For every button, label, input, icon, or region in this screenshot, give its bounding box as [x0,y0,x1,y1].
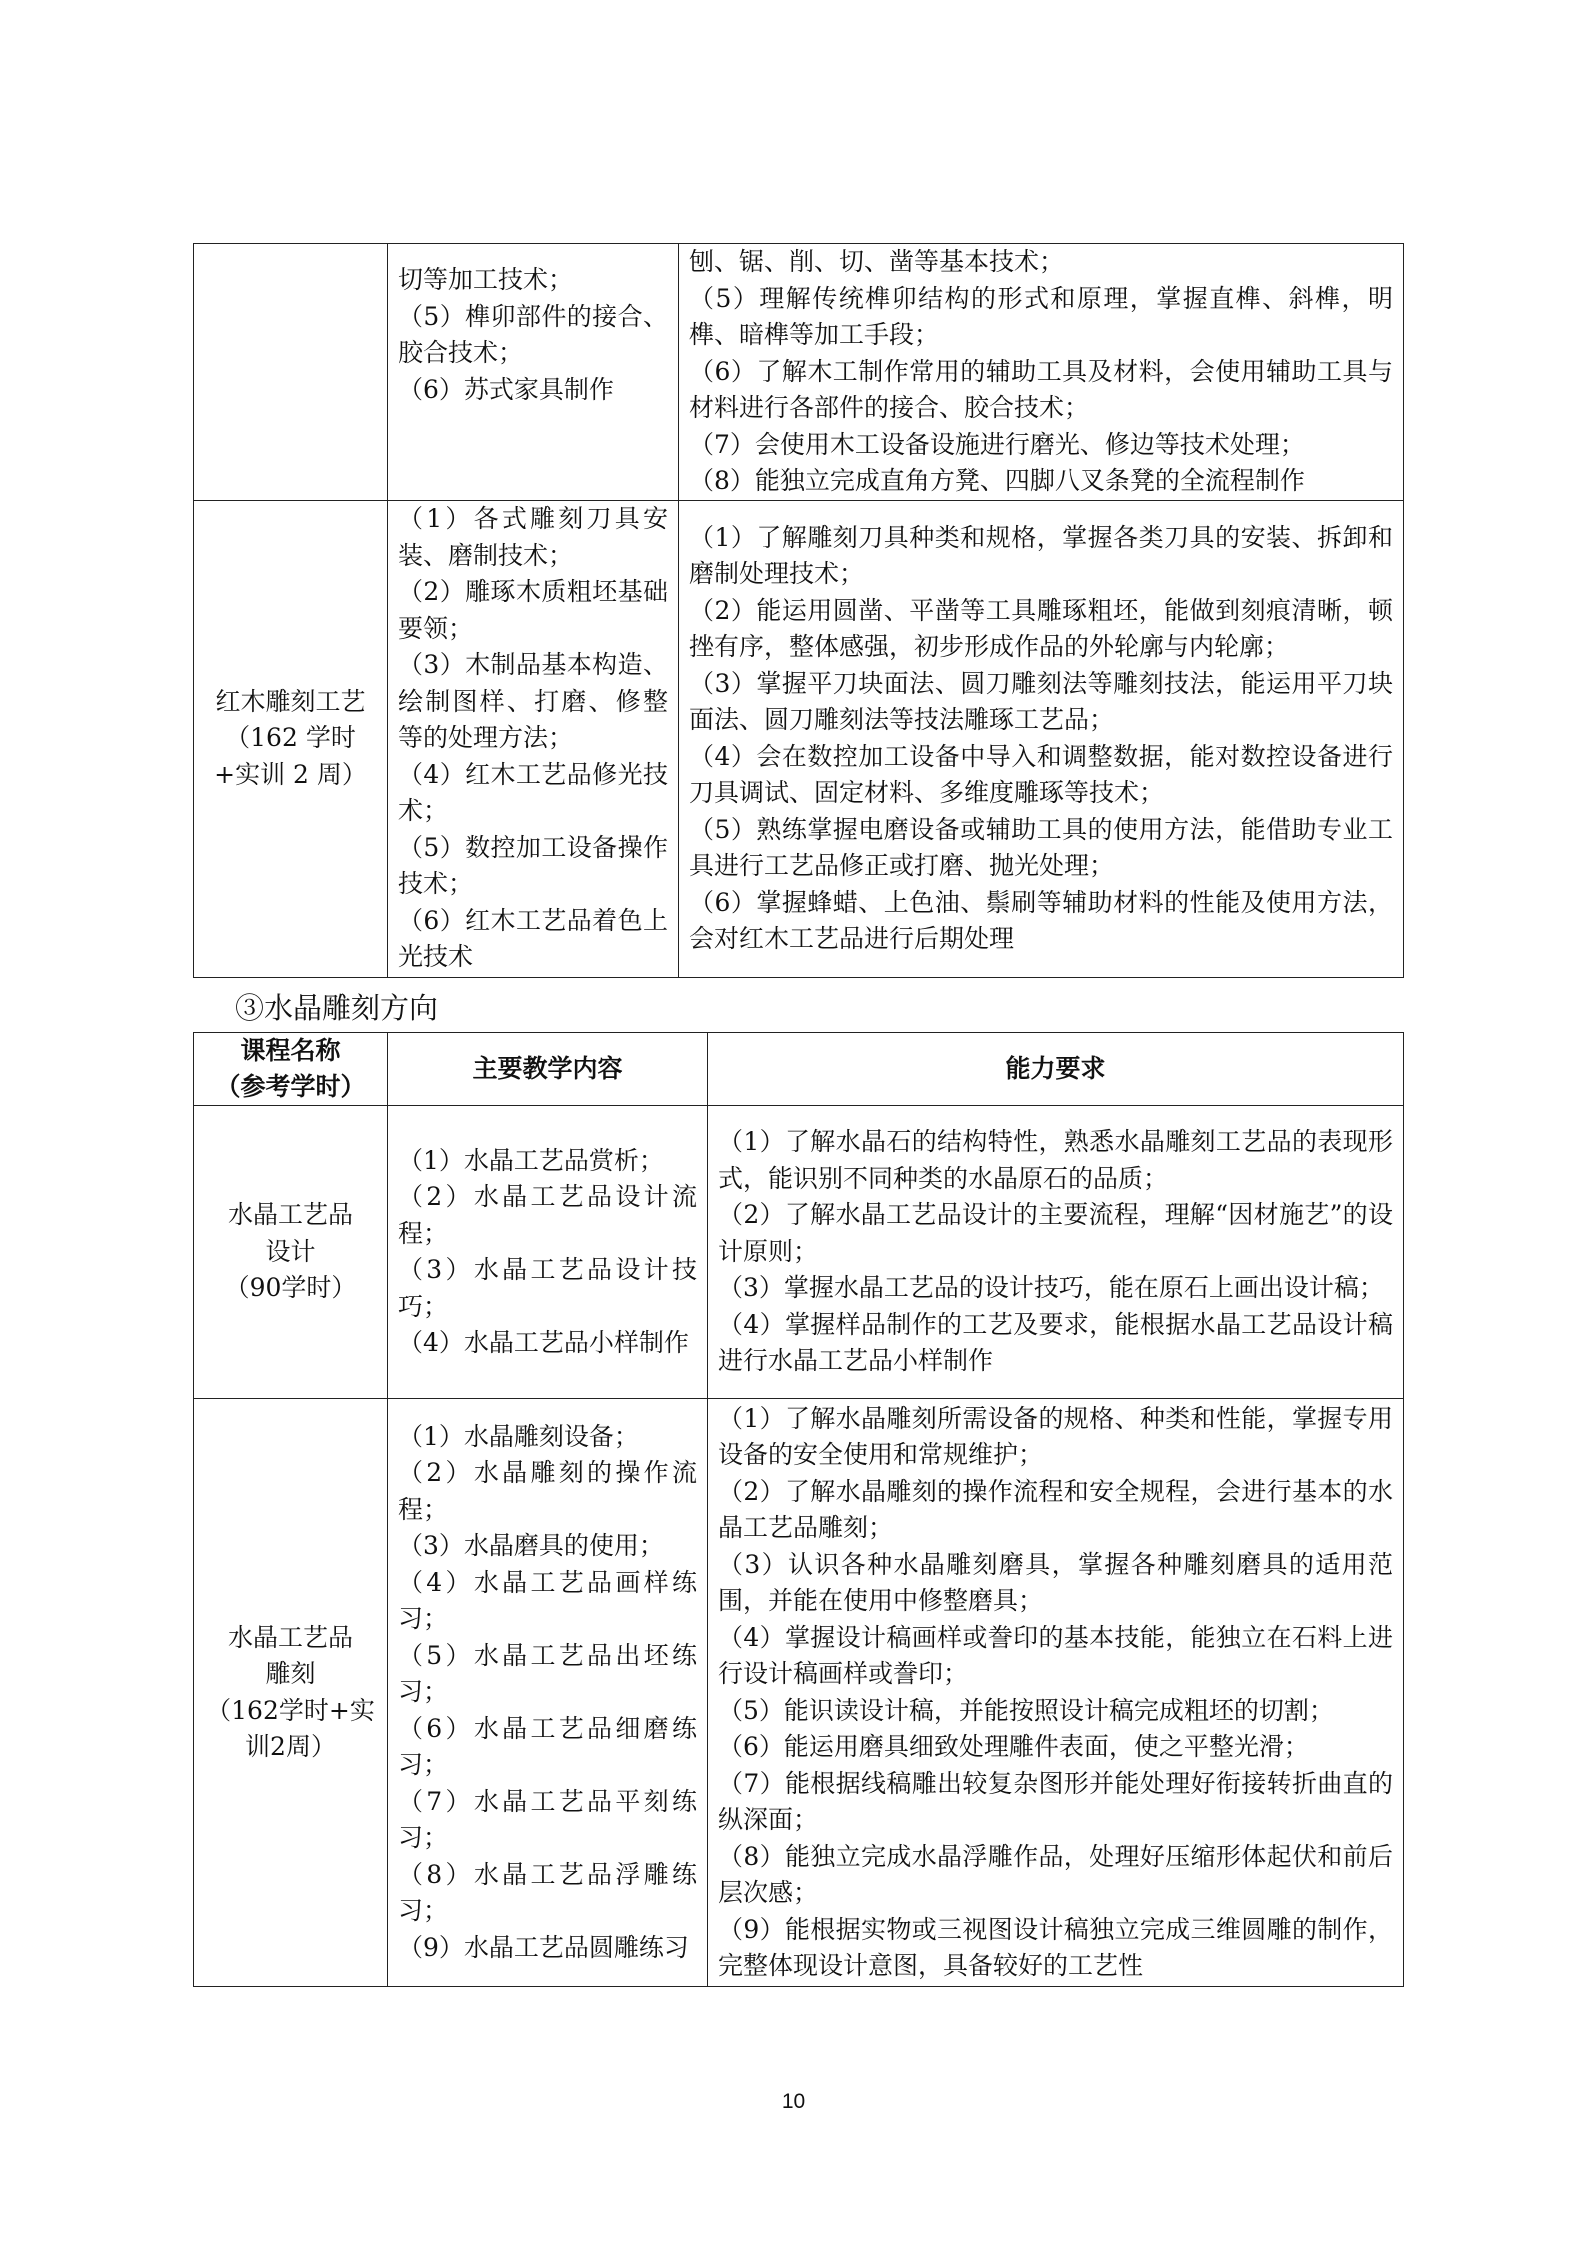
course-name-line: 雕刻 [265,1659,316,1688]
table-header-row [194,1033,1404,1106]
ability-line: （8）能独立完成水晶浮雕作品，处理好压缩形体起伏和前后层次感； [718,1841,1393,1907]
content-line: （5）数控加工设备操作技术； [398,832,668,899]
content-line: （6）苏式家具制作 [398,374,614,404]
content-line: （6）水晶工艺品细磨练习； [398,1713,697,1780]
ability-line: （5）熟练掌握电磨设备或辅助工具的使用方法，能借助专业工具进行工艺品修正或打磨、抛光处理； [689,814,1393,880]
content-line: （9）水晶工艺品圆雕练习 [398,1932,689,1962]
content-line: （3）水晶工艺品设计技巧； [398,1255,697,1321]
section-heading: ③水晶雕刻方向 [235,991,439,1025]
content-line: （1）水晶雕刻设备； [398,1421,639,1451]
ability-cell [708,1399,1404,1987]
ability-line: （1）了解水晶石的结构特性，熟悉水晶雕刻工艺品的表现形式，能识别不同种类的水晶原石的品质； [718,1127,1393,1193]
ability-line: （7）能根据线稿雕出较复杂图形并能处理好衔接转折曲直的纵深面； [718,1768,1393,1834]
content-line: 切等加工技术； [398,265,574,295]
table-row [194,1399,1404,1987]
course-name-cell [194,244,388,501]
content-cell [388,500,679,977]
content-cell [388,1106,708,1399]
content-cell [388,244,679,501]
content-line: （4）红木工艺品修光技术； [398,759,668,826]
header-course-line: （参考学时） [215,1072,366,1101]
header-course-line: 课程名称 [240,1036,341,1065]
content-line: （4）水晶工艺品画样练习； [398,1567,697,1634]
ability-line: （4）掌握样品制作的工艺及要求，能根据水晶工艺品设计稿进行水晶工艺品小样制作 [718,1309,1393,1376]
course-name-line: 水晶工艺品 [227,1200,353,1230]
table-row [194,1106,1404,1399]
page-number: 10 [781,2090,806,2113]
content-line: （5）榫卯部件的接合、胶合技术； [398,301,668,368]
content-line: （4）水晶工艺品小样制作 [398,1328,689,1357]
content-line: （3）木制品基本构造、绘制图样、打磨、修整等的处理方法； [398,650,668,753]
course-table-continued [193,243,1404,978]
ability-line: （5）能识读设计稿，并能按照设计稿完成粗坯的切割； [718,1695,1334,1725]
content-line: （3）水晶磨具的使用； [398,1531,664,1561]
content-line: （2）水晶雕刻的操作流程； [398,1458,697,1524]
header-course [194,1033,388,1106]
table-row [194,244,1404,501]
ability-line: （8）能独立完成直角方凳、四脚八叉条凳的全流程制作 [689,466,1305,495]
content-line: （1）水晶工艺品赏析； [398,1145,664,1175]
content-line: （7）水晶工艺品平刻练习； [398,1786,697,1853]
ability-line: （6）能运用磨具细致处理雕件表面，使之平整光滑； [718,1732,1309,1761]
ability-line: （4）掌握设计稿画样或誊印的基本技能，能独立在石料上进行设计稿画样或誊印； [718,1622,1393,1688]
crystal-carving-table [193,1032,1404,1987]
ability-line: （1）了解水晶雕刻所需设备的规格、种类和性能，掌握专用设备的安全使用和常规维护； [718,1403,1393,1469]
ability-cell [679,244,1404,501]
ability-line: （9）能根据实物或三视图设计稿独立完成三维圆雕的制作，完整体现设计意图，具备较好的工艺性 [718,1914,1393,1980]
ability-line: 刨、锯、削、切、凿等基本技术； [689,247,1065,276]
ability-line: （4）会在数控加工设备中导入和调整数据，能对数控设备进行刀具调试、固定材料、多维度雕琢等技术； [689,741,1393,807]
ability-line: （7）会使用木工设备设施进行磨光、修边等技术处理； [689,429,1305,459]
course-hours: （162学时+实训2周） [206,1695,375,1761]
ability-cell [679,500,1404,977]
ability-line: （5）理解传统榫卯结构的形式和原理，掌握直榫、斜榫，明榫、暗榫等加工手段； [689,283,1393,349]
course-name-line: 水晶工艺品 [227,1622,353,1652]
course-name-cell: 红木雕刻工艺（162 学时+实训 2 周） [194,500,388,977]
content-line: （5）水晶工艺品出坯练习； [398,1640,697,1707]
ability-line: （3）掌握水晶工艺品的设计技巧，能在原石上画出设计稿； [718,1273,1384,1303]
ability-line: （6）掌握蜂蜡、上色油、鬃刷等辅助材料的性能及使用方法，会对红木工艺品进行后期处理 [689,887,1393,953]
ability-line: （2）了解水晶工艺品设计的主要流程，理解“因材施艺”的设计原则； [718,1200,1393,1266]
ability-line: （3）认识各种水晶雕刻磨具，掌握各种雕刻磨具的适用范围，并能在使用中修整磨具； [718,1549,1393,1615]
ability-line: （6）了解木工制作常用的辅助工具及材料，会使用辅助工具与材料进行各部件的接合、胶合技术； [689,356,1393,422]
table-row [194,500,1404,977]
content-cell [388,1399,708,1987]
ability-line: （3）掌握平刀块面法、圆刀雕刻法等雕刻技法，能运用平刀块面法、圆刀雕刻法等技法雕琢工艺品； [689,668,1393,734]
content-line: （6）红木工艺品着色上光技术 [398,905,668,972]
course-hours: （90学时） [224,1273,357,1303]
content-line: （1）各式雕刻刀具安装、磨制技术； [398,504,668,570]
content-line: （8）水晶工艺品浮雕练习； [398,1859,697,1926]
course-name-cell [194,1106,388,1399]
ability-line: （2）了解水晶雕刻的操作流程和安全规程，会进行基本的水晶工艺品雕刻； [718,1476,1393,1542]
header-ability: 能力要求 [708,1033,1404,1106]
ability-line: （1）了解雕刻刀具种类和规格，掌握各类刀具的安装、拆卸和磨制处理技术； [689,522,1393,588]
ability-cell [708,1106,1404,1399]
content-line: （2）水晶工艺品设计流程； [398,1182,697,1248]
course-name-cell [194,1399,388,1987]
header-content: 主要教学内容 [388,1033,708,1106]
course-name-line: 设计 [265,1236,316,1266]
ability-line: （2）能运用圆凿、平凿等工具雕琢粗坯，能做到刻痕清晰，顿挫有序，整体感强，初步形成作品的外轮廓与内轮廓； [689,595,1393,661]
content-line: （2）雕琢木质粗坯基础要领； [398,577,668,643]
